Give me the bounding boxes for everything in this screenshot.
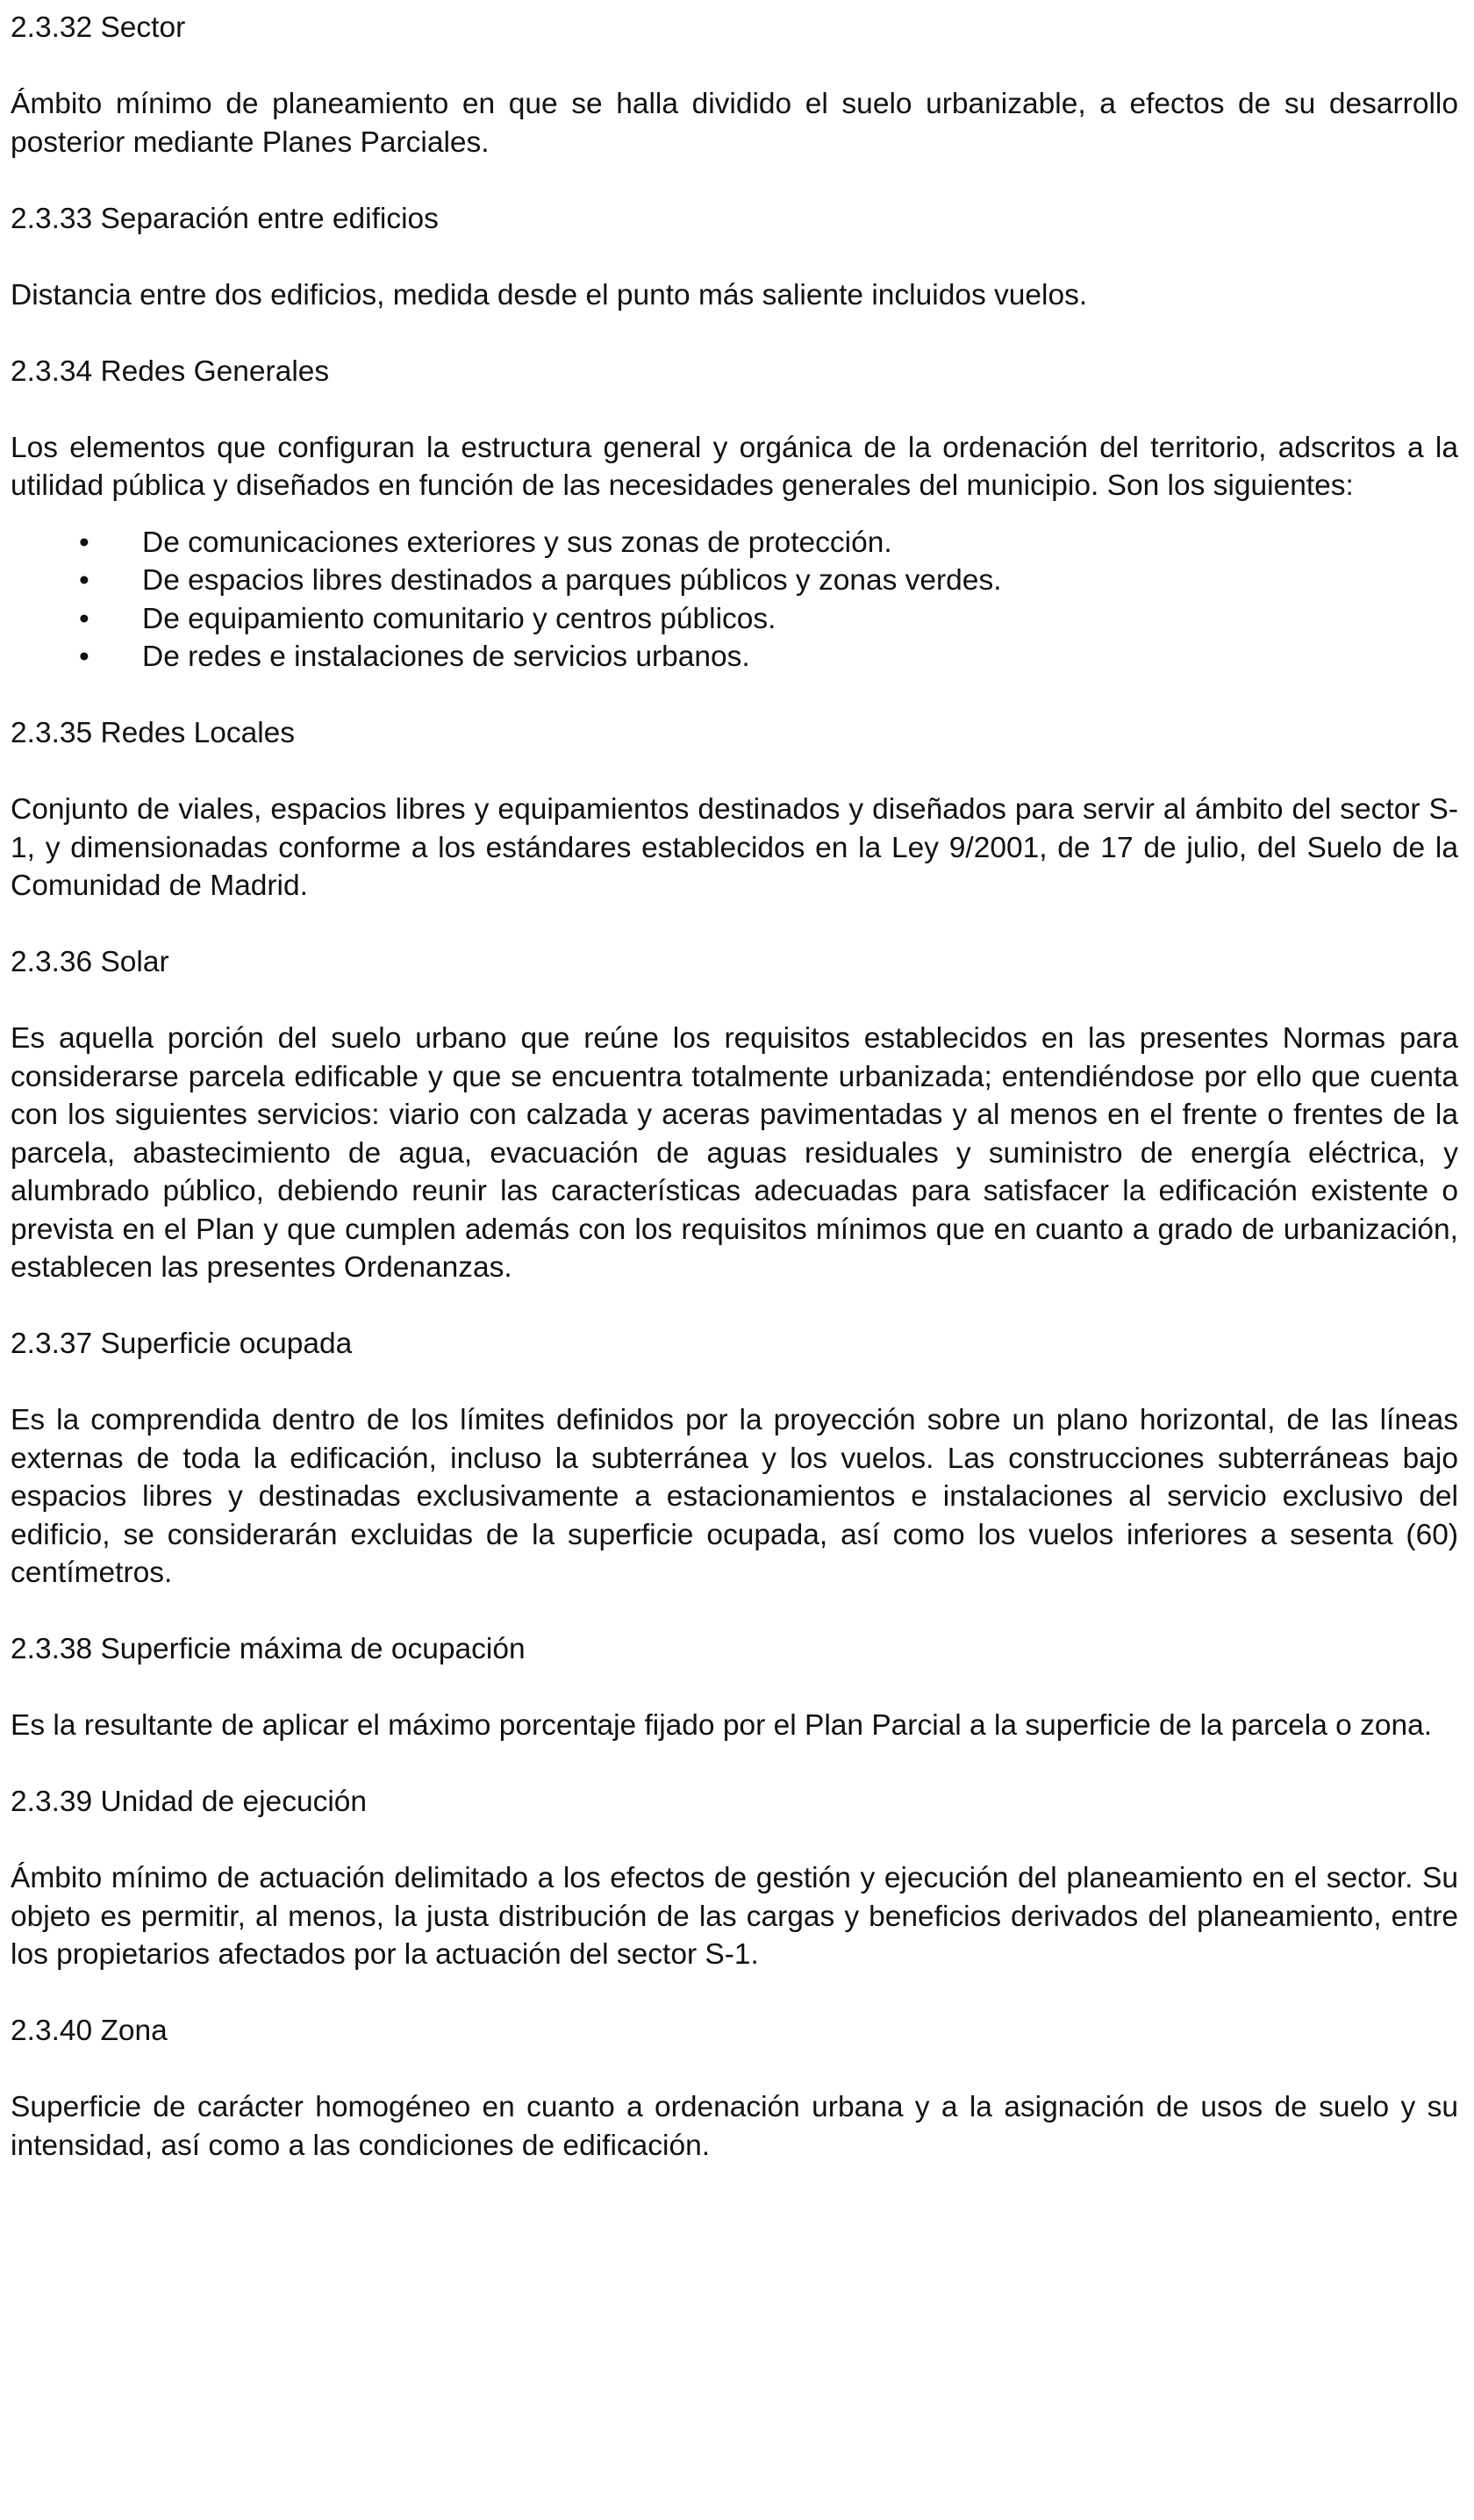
section-heading: 2.3.34 Redes Generales [11, 354, 330, 388]
list-item [11, 638, 1458, 677]
bullet-icon: • [79, 602, 89, 635]
section-zona [11, 2012, 1458, 2165]
section-heading: 2.3.40 Zona [11, 2015, 168, 2047]
bullet-icon: • [79, 526, 89, 559]
section-paragraph: Los elementos que configuran la estructura general y orgánica de la ordenación del territorio, adscritos a la utilidad pública y diseñados en función de las necesidades generales del municipio. Son los siguientes: [11, 431, 1458, 502]
bullet-icon: • [79, 564, 89, 597]
list-item [11, 562, 1458, 600]
bullet-icon: • [79, 641, 89, 673]
bullet-list [11, 524, 1458, 677]
document-page [11, 9, 1458, 2203]
section-heading: 2.3.35 Redes Locales [11, 717, 296, 749]
section-heading: 2.3.33 Separación entre edificios [11, 202, 439, 235]
section-heading: 2.3.39 Unidad de ejecución [11, 1786, 368, 1818]
list-item [11, 600, 1458, 639]
section-paragraph: Es aquella porción del suelo urbano que reúne los requisitos establecidos en las presentes Normas para considerarse parcela edificable y que se encuentra totalmente urbanizada; entendiéndose por ello que cuenta con los siguientes servicios: viario con calzada y aceras pavimentadas y al menos en el frente o frentes de la parcela, abastecimiento de agua, evacuación de aguas residuales y suministro de energía eléctrica, y alumbrado público, debiendo reunir las características adecuadas para satisfacer la edificación existente o prevista en el Plan y que cumplen además con los requisitos mínimos que en cuanto a grado de urbanización, establecen las presentes Ordenanzas. [11, 1022, 1458, 1284]
section-paragraph: Ámbito mínimo de actuación delimitado a los efectos de gestión y ejecución del planeamiento en el sector. Su objeto es permitir, al menos, la justa distribución de las cargas y beneficios derivados del planeamiento, entre los propietarios afectados por la actuación del sector S-1. [11, 1862, 1458, 1971]
section-paragraph: Conjunto de viales, espacios libres y equipamientos destinados y diseñados para servir al ámbito del sector S-1, y dimensionadas conforme a los estándares establecidos en la Ley 9/2001, de 17 de julio, del Suelo de la Comunidad de Madrid. [11, 793, 1458, 902]
section-heading: 2.3.37 Superficie ocupada [11, 1328, 353, 1360]
list-item-text: De comunicaciones exteriores y sus zonas de protección. [142, 526, 892, 559]
section-heading: 2.3.36 Solar [11, 946, 169, 978]
section-solar [11, 943, 1458, 1287]
section-heading: 2.3.38 Superficie máxima de ocupación [11, 1633, 526, 1665]
section-sector [11, 9, 1458, 161]
list-item [11, 524, 1458, 562]
section-unidad-de-ejecucion [11, 1783, 1458, 1974]
section-superficie-maxima-ocupacion [11, 1630, 1458, 1745]
section-redes-generales [11, 353, 1458, 677]
section-paragraph: Distancia entre dos edificios, medida desde el punto más saliente incluidos vuelos. [11, 278, 1088, 311]
section-redes-locales [11, 714, 1458, 906]
list-item-text: De redes e instalaciones de servicios urbanos. [142, 641, 750, 673]
section-separacion-entre-edificios [11, 200, 1458, 315]
section-paragraph: Es la resultante de aplicar el máximo porcentaje fijado por el Plan Parcial a la superficie de la parcela o zona. [11, 1709, 1433, 1742]
section-heading: 2.3.32 Sector [11, 11, 186, 44]
section-paragraph: Ámbito mínimo de planeamiento en que se halla dividido el suelo urbanizable, a efectos de su desarrollo posterior mediante Planes Parciales. [11, 88, 1458, 159]
list-item-text: De espacios libres destinados a parques públicos y zonas verdes. [142, 564, 1002, 597]
section-superficie-ocupada [11, 1325, 1458, 1593]
section-paragraph: Es la comprendida dentro de los límites definidos por la proyección sobre un plano horizontal, de las líneas externas de toda la edificación, incluso la subterránea y los vuelos. Las construcciones subterráneas bajo espacios libres y destinadas exclusivamente a estacionamientos e instalaciones al servicio exclusivo del edificio, se considerarán excluidas de la superficie ocupada, así como los vuelos inferiores a sesenta (60) centímetros. [11, 1404, 1458, 1589]
section-paragraph: Superficie de carácter homogéneo en cuanto a ordenación urbana y a la asignación de usos de suelo y su intensidad, así como a las condiciones de edificación. [11, 2091, 1458, 2162]
list-item-text: De equipamiento comunitario y centros públicos. [142, 602, 776, 635]
